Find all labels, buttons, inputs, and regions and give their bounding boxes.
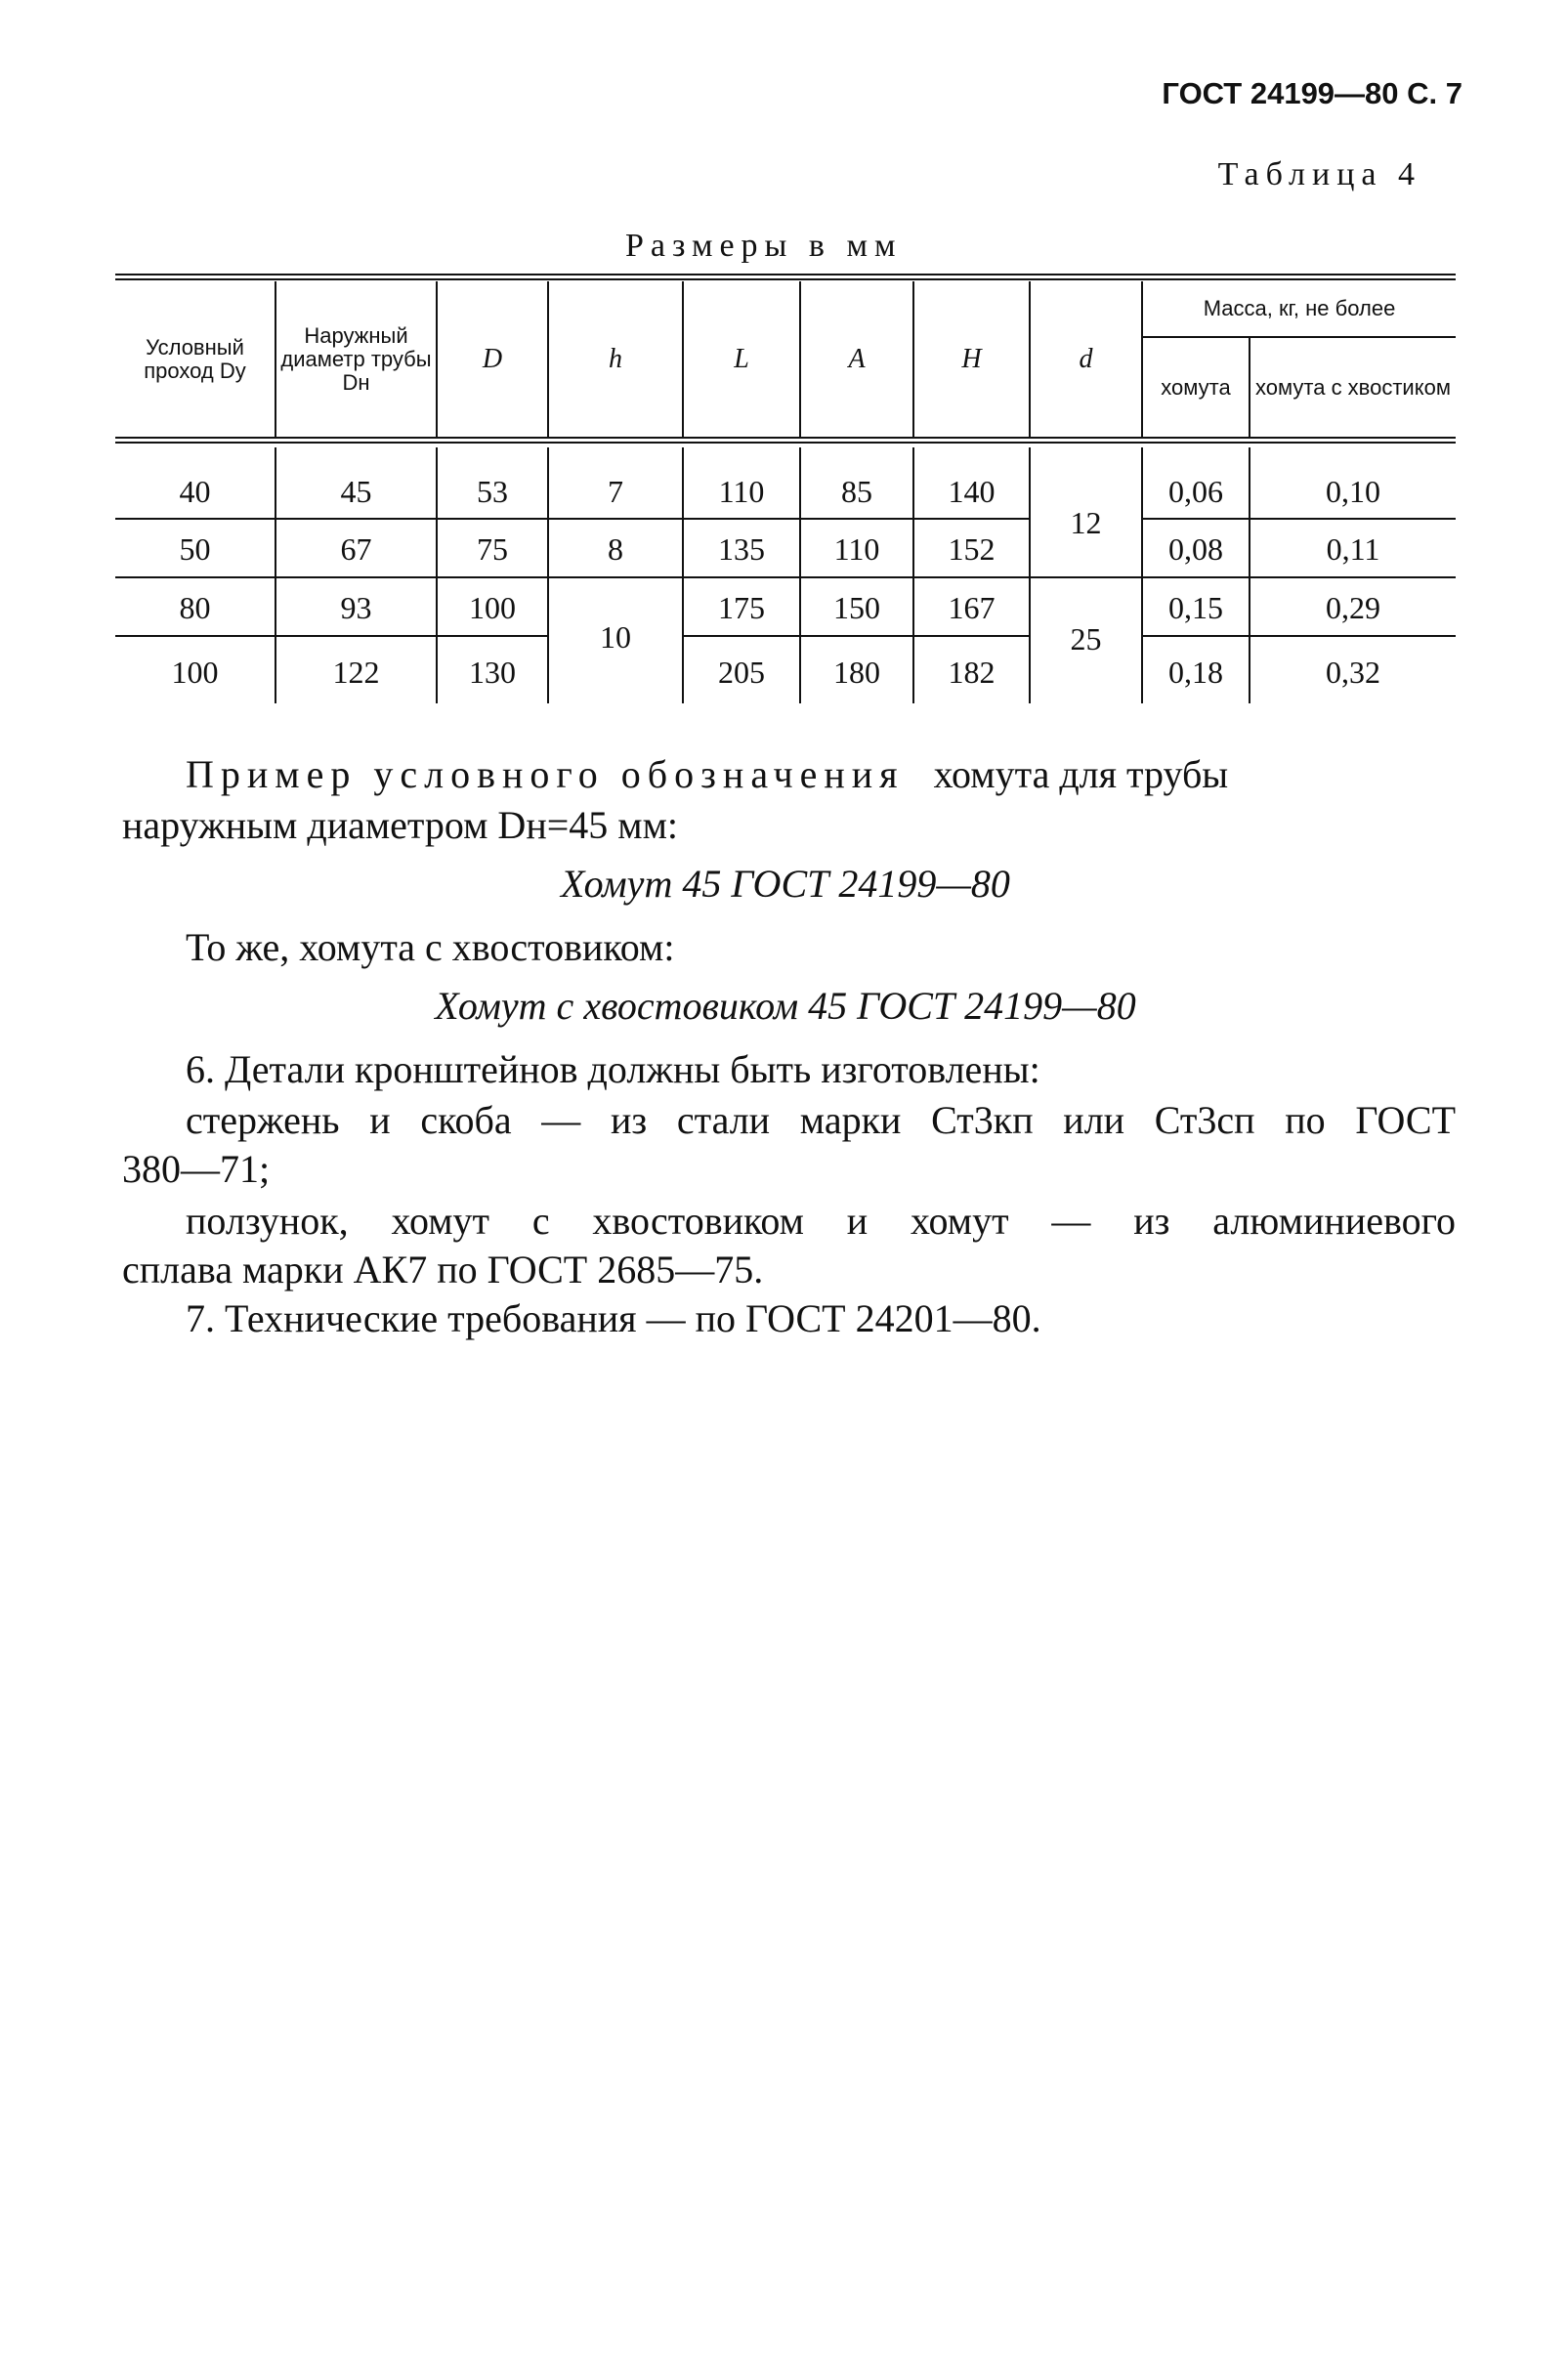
cell-dn: 67 <box>340 530 372 567</box>
cell-h: 8 <box>608 530 623 567</box>
cell-mass-clamp: 0,15 <box>1168 589 1223 625</box>
header-D: D <box>482 343 503 374</box>
cell-mass-clamp: 0,18 <box>1168 654 1223 690</box>
cell-H: 182 <box>948 654 996 690</box>
cell-mass-clamp: 0,06 <box>1168 473 1223 509</box>
designation-1: Хомут 45 ГОСТ 24199—80 <box>561 862 1010 906</box>
cell-D: 130 <box>469 654 516 690</box>
cell-d-merged: 25 <box>1070 620 1102 656</box>
example-line2: наружным диаметром Dн=45 мм: <box>122 803 679 847</box>
cell-H: 140 <box>948 473 996 509</box>
units-label: Размеры в мм <box>625 228 903 264</box>
header-h: h <box>609 343 622 374</box>
cell-dy: 50 <box>179 530 211 567</box>
header-mass-clamp: хомута <box>1161 375 1231 400</box>
cell-mass-clamp: 0,08 <box>1168 530 1223 567</box>
cell-D: 53 <box>477 473 508 509</box>
header-bottom-rule <box>115 437 1456 439</box>
cell-mass-clamp-tail: 0,32 <box>1326 654 1380 690</box>
header-A: A <box>848 343 866 374</box>
example-tail: хомута для трубы <box>933 752 1229 796</box>
header-mass-clamp-tail: хомута с хвостиком <box>1255 375 1451 400</box>
table-label: Таблица 4 <box>1217 156 1421 192</box>
example-paragraph <box>186 750 1456 799</box>
cell-dn: 93 <box>340 589 372 625</box>
item-6-a-line1: стержень и скоба — из стали марки Ст3кп или Ст3сп по ГОСТ <box>186 1098 1456 1142</box>
cell-L: 135 <box>718 530 765 567</box>
item-6-a-line2: 380—71; <box>122 1147 271 1191</box>
item-6: 6. Детали кронштейнов должны быть изготовлены: <box>186 1047 1040 1091</box>
example-head: Пример условного обозначения <box>186 752 905 796</box>
table-top-rule-2 <box>115 278 1456 280</box>
dimensions-table <box>115 274 1456 703</box>
table-top-rule <box>115 274 1456 275</box>
header-dy: Условный проход Dу <box>144 334 246 383</box>
same-with-tail: То же, хомута с хвостовиком: <box>186 925 675 969</box>
header-H: H <box>961 343 982 374</box>
cell-L: 205 <box>718 654 765 690</box>
cell-H: 152 <box>948 530 996 567</box>
cell-d-merged: 12 <box>1070 504 1102 540</box>
cell-A: 85 <box>841 473 872 509</box>
designation-2: Хомут с хвостовиком 45 ГОСТ 24199—80 <box>435 984 1136 1028</box>
header-d: d <box>1079 343 1093 374</box>
item-6-b-line1: ползунок, хомут с хвостовиком и хомут — из алюминиевого <box>186 1199 1456 1243</box>
item-6-b-line2: сплава марки АК7 по ГОСТ 2685—75. <box>122 1248 764 1291</box>
cell-h-merged: 10 <box>600 618 631 655</box>
header-bottom-rule-2 <box>115 442 1456 444</box>
cell-dn: 122 <box>332 654 380 690</box>
cell-dy: 80 <box>179 589 211 625</box>
cell-L: 175 <box>718 589 765 625</box>
cell-D: 75 <box>477 530 508 567</box>
cell-mass-clamp-tail: 0,11 <box>1326 530 1380 567</box>
header-L: L <box>734 343 749 374</box>
cell-H: 167 <box>948 589 996 625</box>
cell-D: 100 <box>469 589 516 625</box>
cell-L: 110 <box>718 473 765 509</box>
cell-A: 150 <box>833 589 880 625</box>
item-7: 7. Технические требования — по ГОСТ 24201—80. <box>186 1296 1041 1340</box>
cell-A: 110 <box>833 530 880 567</box>
header-mass-group: Масса, кг, не более <box>1203 296 1396 320</box>
cell-dy: 40 <box>179 473 211 509</box>
cell-h: 7 <box>608 473 623 509</box>
cell-mass-clamp-tail: 0,29 <box>1326 589 1380 625</box>
cell-dy: 100 <box>171 654 219 690</box>
cell-A: 180 <box>833 654 880 690</box>
page-header-code: ГОСТ 24199—80 С. 7 <box>1162 76 1462 110</box>
header-dn: Наружный диаметр трубы Dн <box>280 322 432 395</box>
cell-mass-clamp-tail: 0,10 <box>1326 473 1380 509</box>
cell-dn: 45 <box>340 473 372 509</box>
